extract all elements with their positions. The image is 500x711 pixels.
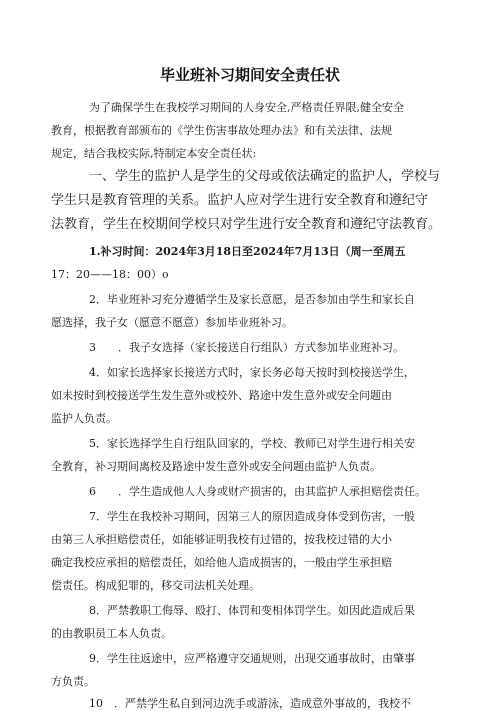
body-line: 17：20——18：00）o <box>51 268 169 281</box>
body-line: 确定我校应承担的赔偿责任，如给他人造成损害的，一般由学生承担赔 <box>51 556 392 569</box>
body-line: 学生只是教育管理的关系。监护人应对学生进行安全教育和遵纪守 <box>51 193 429 208</box>
body-line: 一、学生的监护人是学生的父母或依法确定的监护人，学校与 <box>89 169 441 184</box>
document-title: 毕业班补习期间安全责任状 <box>159 66 340 84</box>
body-line: 10 ．严禁学生私自到河边洗手或游泳，造成意外事故的，我校不 <box>89 697 411 710</box>
body-line: 如未按时到校接送学生发生意外或校外、路途中发生意外或安全问题由 <box>51 389 392 402</box>
body-line: 全教育，补习期间离校及路途中发生意外或安全问题由监护人负责。 <box>51 460 381 473</box>
body-line: 偿责任。构成犯罪的，移交司法机关处理。 <box>51 579 260 592</box>
body-line: 教育，根据教育部颁布的《学生伤害事故处理办法》和有关法律、法规 <box>51 124 392 137</box>
body-line: 法教育，学生在校期间学校只对学生进行安全教育和遵纪守法教育。 <box>51 217 442 232</box>
body-line: 的由教职员工本人负责。 <box>51 627 172 640</box>
body-line: 规定，结合我校实际,特制定本安全责任状: <box>51 147 257 160</box>
body-line: 为了确保学生在我校学习期间的人身安全,严格责任界限,健全安全 <box>89 101 404 114</box>
body-line: 3 ．我子女选择（家长接送自行组队）方式参加毕业班补习。 <box>89 341 404 354</box>
body-line: 监护人负责。 <box>51 412 117 425</box>
body-line: 4．如家长选择家长接送方式时，家长务必每天按时到校接送学生， <box>89 366 415 379</box>
body-line: 2．毕业班补习充分遵循学生及家长意愿，是否参加由学生和家长自 <box>89 293 415 306</box>
body-line: 9．学生往返途中，应严格遵守交通规则，出现交通事故时，由肇事 <box>89 652 415 665</box>
body-line: 8．严禁教职工侮辱、殴打、体罚和变相体罚学生。如因此造成后果 <box>89 604 415 617</box>
body-line: 由第三人承担赔偿责任，如能够证明我校有过错的，按我校过错的大小 <box>51 533 392 546</box>
body-line: 6 ．学生造成他人人身或财产损害的，由其监护人承担赔偿责任。 <box>89 485 426 498</box>
body-line: 1.补习时间：2024年3月18日至2024年7月13日（周一至周五 <box>89 245 406 258</box>
body-line: 方负责。 <box>51 675 95 688</box>
body-line: 愿选择，我子女（愿意不愿意）参加毕业班补习。 <box>51 316 293 329</box>
body-line: 5．家长选择学生自行组队回家的，学校、教师已对学生进行相关安 <box>89 437 415 450</box>
body-line: 7．学生在我校补习期间，因第三人的原因造成身体受到伤害，一般 <box>89 510 415 523</box>
